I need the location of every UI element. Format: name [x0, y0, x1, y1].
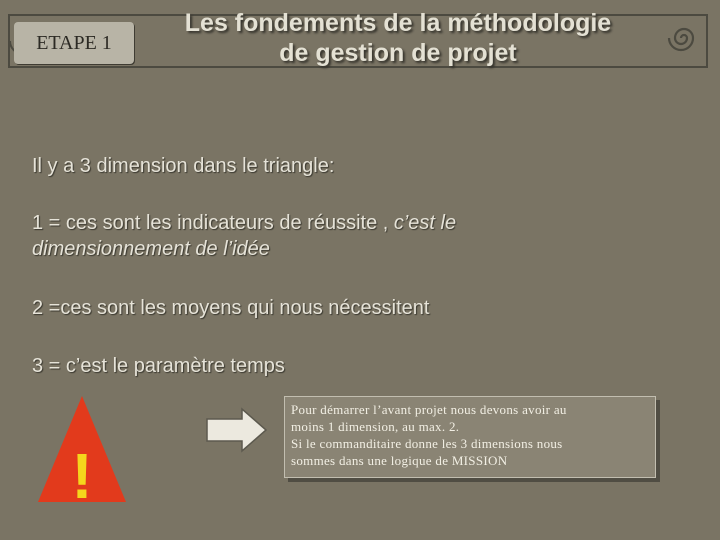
right-frame-line: [706, 14, 708, 68]
title-line-2: de gestion de projet: [279, 39, 517, 67]
slide-title: [148, 8, 648, 68]
note-line-3: Si le commanditaire donne les 3 dimensions nous: [291, 436, 563, 451]
dimension-item-1: [32, 210, 592, 262]
warning-triangle-icon: [36, 394, 128, 504]
warning-symbol: !: [71, 440, 93, 504]
intro-text: Il y a 3 dimension dans le triangle:: [32, 155, 335, 177]
dimension-item-2: 2 =ces sont les moyens qui nous nécessitent: [32, 297, 430, 319]
title-line-1: Les fondements de la méthodologie: [184, 9, 612, 37]
right-arrow-icon: [206, 407, 268, 453]
etape-label: ETAPE 1: [14, 22, 134, 64]
right-spiral-ornament: [664, 18, 704, 58]
note-line-1: Pour démarrer l’avant projet nous devons avoir au: [291, 402, 567, 417]
mission-note-box: [284, 396, 656, 478]
dimension-item-3: 3 = c’est le paramètre temps: [32, 355, 285, 377]
dimension-item-1-italic: c’est le dimensionnement de l’idée: [32, 212, 457, 260]
note-line-4: sommes dans une logique de MISSION: [291, 453, 508, 468]
dimension-item-1-text: 1 = ces sont les indicateurs de réussite ,: [32, 212, 394, 234]
note-line-2: moins 1 dimension, au max. 2.: [291, 419, 460, 434]
